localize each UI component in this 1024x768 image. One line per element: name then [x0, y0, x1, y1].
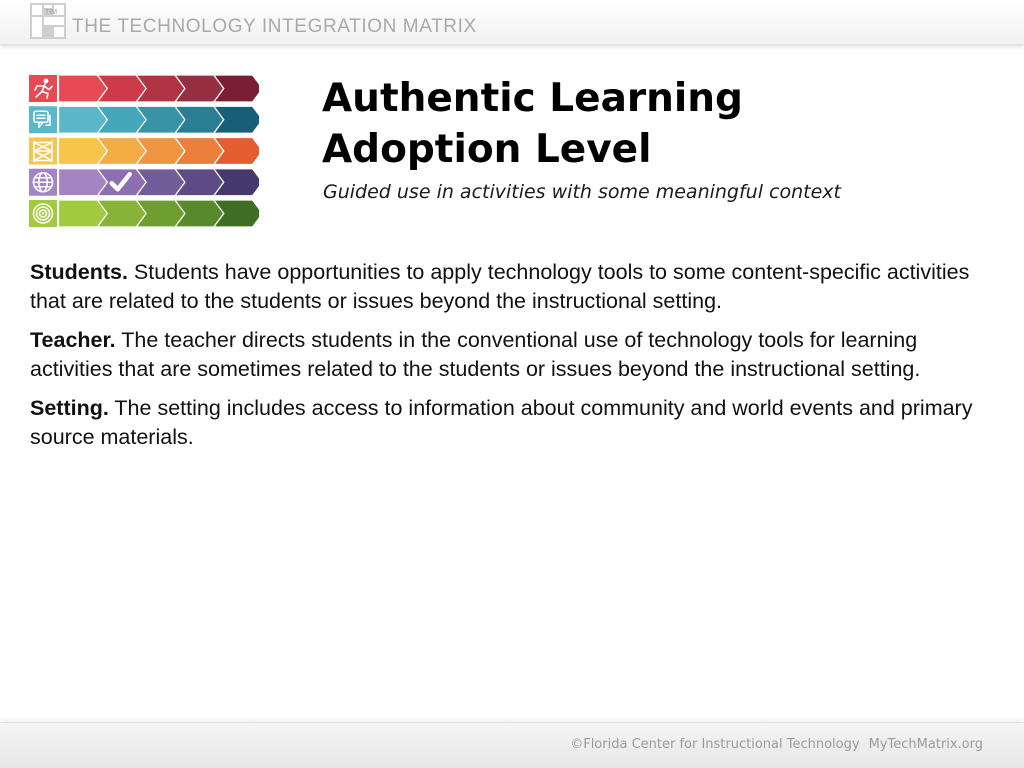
footer-bar: [0, 722, 1024, 768]
description-body: [30, 258, 990, 462]
subtitle: Guided use in activities with some meaningful context: [323, 181, 841, 203]
matrix-row-scaffold: [29, 138, 259, 165]
matrix-cell-scaffold-entry: [59, 138, 108, 165]
scaffold-icon: [29, 138, 57, 165]
matrix-cell-globe-entry: [59, 169, 108, 196]
matrix-row-runner: [29, 75, 259, 102]
teacher-text: The teacher directs students in the conventional use of technology tools for learning activities that are sometimes related to the students or issues beyond the instructional setting.: [30, 328, 921, 381]
matrix-cell-runner-entry: [59, 75, 108, 102]
globe-icon: [29, 169, 57, 196]
setting-lead: Setting.: [30, 396, 109, 420]
footer-copyright: ©Florida Center for Instructional Technology: [570, 737, 860, 752]
teacher-paragraph: [30, 326, 990, 384]
matrix-cell-speech-bubbles-entry: [59, 106, 108, 133]
students-lead: Students.: [30, 260, 128, 284]
matrix-row-speech-bubbles: [29, 106, 259, 133]
footer-site-link[interactable]: MyTechMatrix.org: [868, 737, 983, 752]
page-title: [322, 73, 982, 175]
title-line-1: Authentic Learning: [322, 76, 743, 121]
svg-text:TIM: TIM: [45, 9, 58, 16]
matrix-row-target: [29, 200, 259, 227]
students-text: Students have opportunities to apply technology tools to some content-specific activities that are related to the students or issues beyond the instructional setting.: [30, 260, 970, 313]
runner-icon: [29, 75, 57, 102]
header-title: THE TECHNOLOGY INTEGRATION MATRIX: [72, 16, 477, 37]
matrix-row-globe: [29, 169, 259, 196]
footer-credits: [570, 737, 983, 752]
teacher-lead: Teacher.: [30, 328, 116, 352]
tim-logo-icon: [30, 3, 66, 39]
setting-paragraph: [30, 394, 990, 452]
students-paragraph: [30, 258, 990, 316]
header-bar: [0, 0, 1024, 45]
title-line-2: Adoption Level: [322, 127, 652, 172]
matrix-graphic: [29, 75, 259, 231]
setting-text: The setting includes access to information about community and world events and primary source materials.: [30, 396, 973, 449]
matrix-cell-target-entry: [59, 200, 108, 227]
target-icon: [29, 200, 57, 227]
speech-bubbles-icon: [29, 106, 57, 133]
